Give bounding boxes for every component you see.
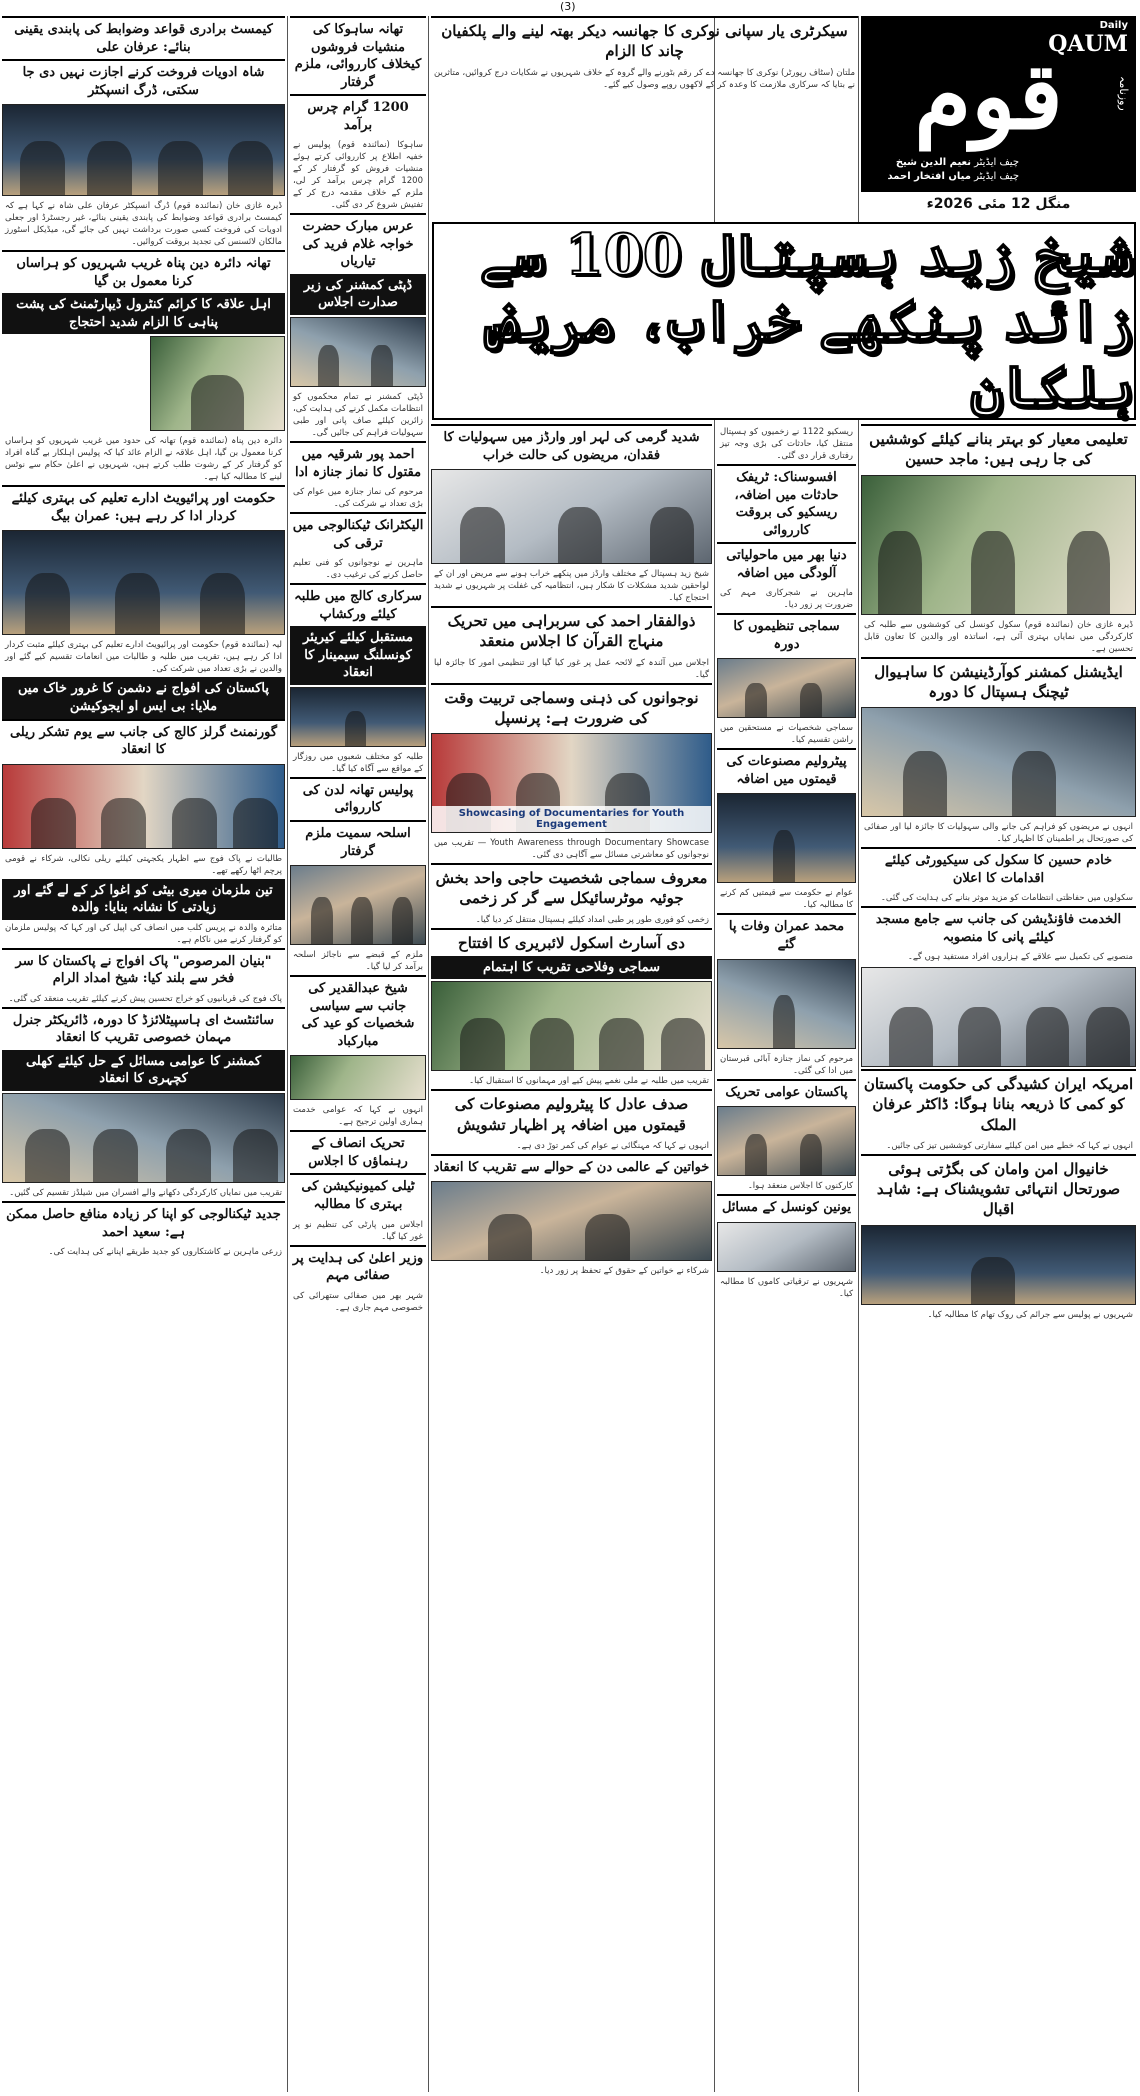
headline: شاہ ادویات فروخت کرنے اجازت نہیں دی جا سکتی، ڈرگ انسپکٹر (2, 59, 285, 102)
column-5 (861, 424, 1136, 2092)
article-text: اجلاس میں آئندہ کے لائحہ عمل پر غور کیا گیا اور تنظیمی امور کا جائزہ لیا گیا۔ (434, 657, 709, 680)
article-text: ڈیرہ غازی خان (نمائندہ قوم) ڈرگ انسپکٹر عرفان علی شاہ نے کہا ہے کہ کیمسٹ برادری قواعد وضوابط کی پابندی یقینی بنائے، غیر رجسٹرڈ اور جعلی ادویات کی فروخت کسی صورت برداشت نہیں کی جائے گی، میڈیکل اسٹورز مالکان لائسنس کی تجدید بروقت کروائیں۔ (5, 201, 282, 248)
headline: سرکاری کالج میں طلبہ کیلئے ورکشاپ (290, 583, 426, 626)
headline: شدید گرمی کی لہر اور وارڈز میں سہولیات کا فقدان، مریضوں کی حالت خراب (431, 424, 712, 467)
article-text: لیہ (نمائندہ قوم) حکومت اور پرائیویٹ ادارے تعلیم کی بہتری کیلئے مثبت کردار ادا کر رہے ہیں، تقریب میں طلبہ و طالبات میں انعامات تقسیم کیے گئے اور والدین نے بڑی تعداد میں شرکت کی۔ (5, 640, 282, 675)
article-text: ملتان (سٹاف رپورٹر) نوکری کا جھانسہ دے کر رقم بٹورنے والے گروہ کے خلاف شہریوں نے شکایات درج کروائیں، متاثرین نے بتایا کہ سرکاری ملازمت کا وعدہ کر کے لاکھوں روپے وصول کیے گئے۔ (434, 67, 855, 90)
article-text: ریسکیو 1122 نے زخمیوں کو ہسپتال منتقل کیا، حادثات کی بڑی وجہ تیز رفتاری قرار دی گئی۔ (720, 427, 853, 461)
headline: گورنمنٹ گرلز کالج کی جانب سے یوم تشکر ریلی کا انعقاد (2, 719, 285, 762)
article-text: ماہرین نے نوجوانوں کو فنی تعلیم حاصل کرنے کی ترغیب دی۔ (293, 558, 423, 581)
news-photo (717, 793, 856, 883)
headline: سماجی وفلاحی تقریب کا اہتمام (431, 956, 712, 980)
masthead-side-label: روزنامہ (1117, 76, 1130, 111)
photo-caption: Showcasing of Documentaries for Youth Engagement (432, 806, 711, 832)
headline: "بنیان المرصوص" پاک افواج نے پاکستان کا سر فخر سے بلند کیا: شیخ امداد الرام (2, 948, 285, 991)
headline: تھانہ دائرہ دین پناہ غریب شہریوں کو ہراساں کرنا معمول بن گیا (2, 250, 285, 293)
article-text: انہوں نے کہا کہ عوامی خدمت ہماری اولین ترجیح ہے۔ (293, 1105, 423, 1128)
headline: عرس مبارک حضرت خواجہ غلام فرید کی تیاریاں (290, 213, 426, 274)
article-text: دائرہ دین پناہ (نمائندہ قوم) تھانہ کی حدود میں غریب شہریوں کو ہراساں کرنا معمول بن گیا، اہل علاقہ نے الزام عائد کیا کہ پولیس اہلکار بے گناہ افراد کو گرفتار کر کے رشوت طلب کرتے ہیں، شہریوں نے اعلیٰ حکام سے نوٹس لینے کا مطالبہ کیا ہے۔ (5, 436, 282, 483)
article-text: ساہوکا (نمائندہ قوم) پولیس نے خفیہ اطلاع پر کارروائی کرتے ہوئے منشیات فروش کو گرفتار کر کے 1200 گرام چرس برآمد کر لی، ملزم کے خلاف مقدمہ درج کر کے تفتیش شروع کر دی گئی۔ (293, 140, 423, 211)
news-photo (2, 764, 285, 849)
article-text: ماہرین نے شجرکاری مہم کی ضرورت پر زور دیا۔ (720, 588, 853, 611)
headline: خواتین کے عالمی دن کے حوالے سے تقریب کا انعقاد (431, 1154, 712, 1180)
headline: اسلحہ سمیت ملزم گرفتار (290, 820, 426, 863)
headline: امریکہ ایران کشیدگی کی حکومت پاکستان کو کمی کا ذریعہ بنانا ہوگا: ڈاکٹر عرفان الملک (861, 1069, 1136, 1138)
article-text: سکولوں میں حفاظتی انتظامات کو مزید موثر بنانے کی ہدایت کی گئی۔ (880, 893, 1133, 904)
news-photo (2, 104, 285, 196)
headline: تحریک انصاف کے رہنماؤں کا اجلاس (290, 1130, 426, 1173)
news-photo (290, 1055, 426, 1100)
headline: ایڈیشنل کمشنر کوآرڈینیشن کا ساہیوال ٹیچنگ ہسپتال کا دورہ (861, 657, 1136, 706)
article-text: زخمی کو فوری طور پر طبی امداد کیلئے ہسپتال منتقل کر دیا گیا۔ (475, 914, 709, 925)
headline: تین ملزمان میری بیٹی کو اغوا کر کے لے گئے اور زیادتی کا نشانہ بنایا: والدہ (2, 879, 285, 920)
article-text: ڈپٹی کمشنر نے تمام محکموں کو انتظامات مکمل کرنے کی ہدایت کی، زائرین کیلئے صاف پانی اور طبی سہولیات فراہم کی جائیں گی۔ (293, 392, 423, 439)
headline: یونین کونسل کے مسائل (717, 1194, 856, 1220)
article-text: شہر بھر میں صفائی ستھرائی کی خصوصی مہم جاری ہے۔ (293, 1290, 423, 1313)
news-photo (861, 707, 1136, 817)
news-photo (150, 336, 285, 431)
article-text: ڈیرہ غازی خان (نمائندہ قوم) سکول کونسل کی کوششوں سے طلبہ کی کارکردگی میں نمایاں بہتری آئی ہے، اساتذہ اور والدین کا تعاون قابل تحسین ہے۔ (864, 619, 1133, 654)
headline: ذوالفقار احمد کی سربراہی میں تحریک منہاج القرآن کا اجلاس منعقد (431, 606, 712, 655)
article-text: زرعی ماہرین نے کاشتکاروں کو جدید طریقے اپنانے کی ہدایت کی۔ (48, 1247, 282, 1258)
headline: سائنٹسٹ ای ہاسپیٹلائزڈ کا دورہ، ڈائریکٹر جنرل مہمان خصوصی تقریب کا انعقاد (2, 1007, 285, 1050)
headline: افسوسناک: ٹریفک حادثات میں اضافہ، ریسکیو کی بروقت کارروائی (717, 464, 856, 542)
headline: احمد پور شرقیہ میں مقتول کا نماز جنازہ ادا (290, 441, 426, 484)
article-text: متاثرہ والدہ نے پریس کلب میں انصاف کی اپیل کی اور کہا کہ پولیس ملزمان کو گرفتار کرنے میں ناکام ہے۔ (5, 922, 282, 945)
headline: تھانہ ساہوکا کی منشیات فروشوں کیخلاف کارروائی، ملزم گرفتار (290, 16, 426, 94)
headline: خانیوال امن وامان کی بگڑتی ہوئی صورتحال انتہائی تشویشناک ہے: شاہد اقبال (861, 1154, 1136, 1223)
article-text: طلبہ کو مختلف شعبوں میں روزگار کے مواقع سے آگاہ کیا گیا۔ (293, 751, 423, 774)
headline: کمشنر کا عوامی مسائل کے حل کیلئے کھلی کچہری کا انعقاد (2, 1050, 285, 1091)
headline: پاکستان عوامی تحریک (717, 1079, 856, 1105)
article-text: تقریب میں طلبہ نے ملی نغمے پیش کیے اور مہمانوں کا استقبال کیا۔ (469, 1076, 709, 1087)
headline: مستقبل کیلئے کیریئر کونسلنگ سیمینار کا انعقاد (290, 626, 426, 685)
news-photo (717, 1106, 856, 1176)
news-photo (290, 865, 426, 945)
news-photo (2, 530, 285, 635)
masthead-english-title: QAUM (1048, 31, 1128, 57)
editor-title: چیف ایڈیٹر (974, 157, 1019, 168)
headline: الخدمت فاؤنڈیشن کی جانب سے جامع مسجد کیلئے پانی کا منصوبہ (861, 906, 1136, 949)
headline: وزیر اعلیٰ کی ہدایت پر صفائی مہم (290, 1245, 426, 1288)
article-text: عوام نے حکومت سے قیمتیں کم کرنے کا مطالبہ کیا۔ (720, 888, 853, 911)
headline: ڈپٹی کمشنر کی زیر صدارت اجلاس (290, 274, 426, 315)
news-photo (2, 1093, 285, 1183)
article-text: انہوں نے مریضوں کو فراہم کی جانے والی سہولیات کا جائزہ لیا اور صفائی کی صورتحال پر اطمینان کا اظہار کیا۔ (864, 822, 1133, 844)
headline: 1200 گرام چرس برآمد (290, 94, 426, 137)
page-number: (3) (560, 0, 576, 13)
article-text: ملزم کے قبضے سے ناجائز اسلحہ برآمد کر لیا گیا۔ (293, 950, 423, 973)
news-photo (717, 959, 856, 1049)
article-text: شرکاء نے خواتین کے حقوق کے تحفظ پر زور دیا۔ (539, 1266, 709, 1277)
news-photo (861, 1225, 1136, 1305)
issue-date: منگل 12 مئی 2026ء (926, 196, 1071, 212)
column-4 (717, 424, 856, 2092)
article-text: مرحوم کی نماز جنازہ میں عوام کی بڑی تعداد نے شرکت کی۔ (293, 487, 423, 510)
headline: دی آسارٹ اسکول لائبریری کا افتتاح (431, 928, 712, 956)
masthead (861, 16, 1136, 192)
banner-headline-text: شیخ زید ہسپتال 100 سے زائد پنکھے خراب، مریض ہلکان (479, 222, 1134, 420)
masthead-logo: قوم (914, 42, 1063, 150)
banner-headline (432, 222, 1136, 420)
publisher-name: میاں افتخار احمد (887, 171, 971, 182)
column-3-top (431, 16, 858, 216)
news-photo (717, 1222, 856, 1272)
news-photo (861, 475, 1136, 615)
headline: دنیا بھر میں ماحولیاتی آلودگی میں اضافہ (717, 542, 856, 585)
headline: خادم حسین کا سکول کی سیکیورٹی کیلئے اقدامات کا اعلان (861, 847, 1136, 890)
headline: ٹیلی کمیونیکیشن کی بہتری کا مطالبہ (290, 1173, 426, 1216)
article-text: تقریب میں نمایاں کارکردگی دکھانے والے افسران میں شیلڈز تقسیم کی گئیں۔ (9, 1188, 282, 1199)
news-photo (290, 317, 426, 387)
article-text: انہوں نے کہا کہ خطے میں امن کیلئے سفارتی کوششیں تیز کی جائیں۔ (886, 1140, 1133, 1151)
article-text: Youth Awareness through Documentary Showcase — تقریب میں نوجوانوں کو معاشرتی مسائل سے آگاہی دی گئی۔ (434, 838, 709, 861)
news-photo (861, 967, 1136, 1067)
headline: پاکستان کی افواج نے دشمن کا غرور خاک میں ملایا: بی ایس او ایجوکیشن (2, 677, 285, 718)
column-3 (431, 424, 712, 2092)
headline: شیخ عبدالقدیر کی جانب سے سیاسی شخصیات کو عید کی مبارکباد (290, 975, 426, 1053)
column-rule (428, 16, 429, 2092)
headline: تعلیمی معیار کو بہتر بنانے کیلئے کوششیں کی جا رہی ہیں: ماجد حسین (861, 424, 1136, 473)
publisher-title: چیف ایڈیٹر (974, 171, 1019, 182)
headline: اہل علاقہ کا کرائم کنٹرول ڈیپارٹمنٹ کی پشت پناہی کا الزام شدید احتجاج (2, 293, 285, 334)
column-1 (2, 16, 285, 2092)
headline: پیٹرولیم مصنوعات کی قیمتوں میں اضافہ (717, 748, 856, 791)
column-2 (290, 16, 426, 2092)
headline: حکومت اور پرائیویٹ ادارے تعلیم کی بہتری کیلئے کردار ادا کر رہے ہیں: عمران بیگ (2, 485, 285, 528)
news-photo (431, 733, 712, 833)
article-text: کارکنوں کا اجلاس منعقد ہوا۔ (747, 1181, 853, 1192)
headline: پولیس تھانہ لدن کی کارروائی (290, 777, 426, 820)
headline: نوجوانوں کی ذہنی وسماجی تربیت وقت کی ضرورت ہے: پرنسپل (431, 683, 712, 732)
article-text: اجلاس میں پارٹی کی تنظیم نو پر غور کیا گیا۔ (293, 1219, 423, 1242)
headline: صدف عادل کا پیٹرولیم مصنوعات کی قیمتوں میں اضافہ پر اظہار تشویش (431, 1089, 712, 1138)
headline: جدید ٹیکنالوجی کو اپنا کر زیادہ منافع حاصل ممکن ہے: سعید احمد (2, 1201, 285, 1244)
headline: محمد عمران وفات پا گئے (717, 913, 856, 956)
article-text: طالبات نے پاک فوج سے اظہار یکجہتی کیلئے ریلی نکالی، شرکاء نے قومی پرچم اٹھا رکھے تھے۔ (5, 853, 282, 876)
headline: سیکرٹری یار سپانی نوکری کا جھانسہ دیکر بھتہ لینے والے پلکفیان چاند کا الزام (431, 16, 858, 65)
article-text: انہوں نے کہا کہ مہنگائی نے عوام کی کمر توڑ دی ہے۔ (516, 1140, 709, 1151)
headline: الیکٹرانک ٹیکنالوجی میں ترقی کی (290, 512, 426, 555)
news-photo (431, 981, 712, 1071)
masthead-editors (869, 156, 1019, 184)
headline: سماجی تنظیموں کا دورہ (717, 613, 856, 656)
article-text: سماجی شخصیات نے مستحقین میں راشن تقسیم کیا۔ (720, 723, 853, 746)
news-photo (431, 1181, 712, 1261)
article-text: پاک فوج کی قربانیوں کو خراج تحسین پیش کرنے کیلئے تقریب منعقد کی گئی۔ (8, 993, 282, 1004)
article-text: منصوبے کی تکمیل سے علاقے کے ہزاروں افراد مستفید ہوں گے۔ (907, 952, 1133, 963)
masthead-daily-label: Daily (1099, 20, 1128, 31)
column-rule (287, 16, 288, 2092)
news-photo (290, 687, 426, 747)
news-photo (431, 469, 712, 564)
article-text: شہریوں نے ترقیاتی کاموں کا مطالبہ کیا۔ (720, 1276, 853, 1299)
article-text: شہریوں نے پولیس سے جرائم کی روک تھام کا مطالبہ کیا۔ (927, 1309, 1133, 1320)
headline: معروف سماجی شخصیت حاجی واحد بخش جوئیہ موٹرسائیکل سے گر کر زخمی (431, 863, 712, 912)
article-text: مرحوم کی نماز جنازہ آبائی قبرستان میں ادا کی گئی۔ (720, 1053, 853, 1076)
article-text: شیخ زید ہسپتال کے مختلف وارڈز میں پنکھے خراب ہونے سے مریض اور ان کے لواحقین شدید مشکلات کا شکار ہیں، انتظامیہ کی غفلت پر شہریوں نے شدید احتجاج کیا۔ (434, 569, 709, 604)
news-photo (717, 658, 856, 718)
headline: کیمسٹ برادری قواعد وضوابط کی پابندی یقینی بنائے: عرفان علی (2, 16, 285, 59)
editor-name: نعیم الدین شیخ (895, 157, 971, 168)
